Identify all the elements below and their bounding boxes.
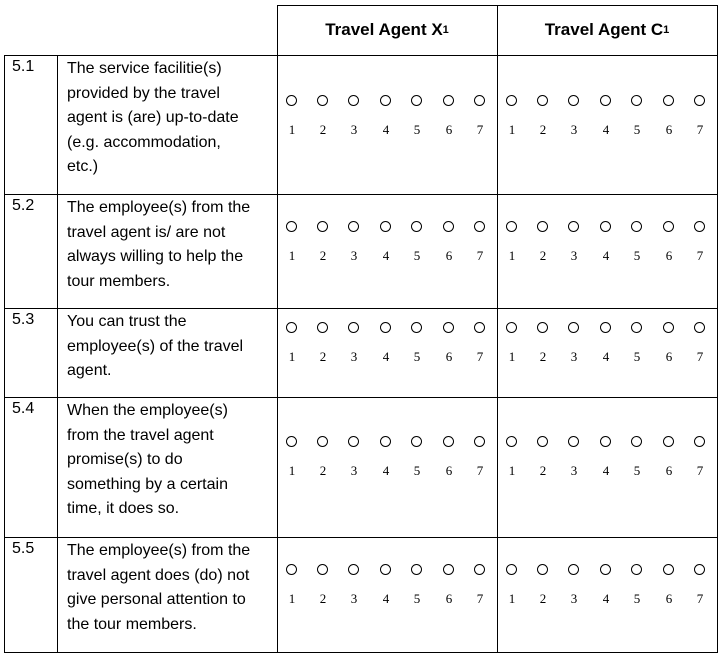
rating-option-label: 3 <box>350 591 358 606</box>
rating-option-label: 4 <box>602 591 610 606</box>
radio-circle-icon[interactable] <box>348 322 359 333</box>
rating-option[interactable] <box>439 95 459 143</box>
radio-circle-icon[interactable] <box>443 564 454 575</box>
rating-option[interactable] <box>502 322 522 370</box>
rating-option[interactable] <box>659 221 679 269</box>
rating-option[interactable] <box>470 95 490 143</box>
item-statement <box>67 310 272 384</box>
radio-circle-icon[interactable] <box>568 322 579 333</box>
table-row-divider <box>4 537 718 538</box>
rating-option[interactable] <box>502 436 522 484</box>
table-row-divider <box>4 308 718 309</box>
radio-circle-icon[interactable] <box>474 564 485 575</box>
item-number: 5.5 <box>12 540 35 557</box>
rating-option[interactable] <box>690 322 710 370</box>
statement-line: promise(s) to do <box>67 451 183 468</box>
radio-circle-icon[interactable] <box>663 564 674 575</box>
header-travel-agent-x <box>277 5 497 55</box>
radio-circle-icon[interactable] <box>317 95 328 106</box>
radio-circle-icon[interactable] <box>568 221 579 232</box>
rating-option[interactable] <box>502 564 522 612</box>
radio-circle-icon[interactable] <box>506 221 517 232</box>
rating-option-label: 6 <box>665 349 673 364</box>
rating-option-label: 6 <box>445 248 453 263</box>
rating-option-label: 4 <box>382 248 390 263</box>
rating-option-label: 5 <box>633 591 641 606</box>
rating-option-label: 7 <box>696 349 704 364</box>
radio-circle-icon[interactable] <box>537 322 548 333</box>
rating-option-label: 3 <box>350 349 358 364</box>
rating-option[interactable] <box>282 436 302 484</box>
radio-circle-icon[interactable] <box>380 564 391 575</box>
rating-option-label: 5 <box>633 122 641 137</box>
radio-circle-icon[interactable] <box>411 95 422 106</box>
rating-option-label: 7 <box>696 248 704 263</box>
radio-circle-icon[interactable] <box>348 95 359 106</box>
rating-option[interactable] <box>533 95 553 143</box>
rating-option-label: 7 <box>476 349 484 364</box>
rating-option-label: 1 <box>288 591 296 606</box>
rating-option-label: 2 <box>539 248 547 263</box>
rating-option[interactable] <box>344 564 364 612</box>
radio-circle-icon[interactable] <box>631 564 642 575</box>
rating-option[interactable] <box>344 322 364 370</box>
statement-line: from the travel agent <box>67 426 214 444</box>
rating-option-label: 4 <box>382 122 390 137</box>
rating-option[interactable] <box>376 564 396 612</box>
radio-circle-icon[interactable] <box>663 322 674 333</box>
rating-option-label: 1 <box>508 122 516 137</box>
rating-option-label: 3 <box>570 349 578 364</box>
rating-option-label: 6 <box>445 591 453 606</box>
radio-circle-icon[interactable] <box>286 221 297 232</box>
rating-option[interactable] <box>439 221 459 269</box>
rating-option-label: 3 <box>350 463 358 478</box>
rating-option-label: 2 <box>319 463 327 478</box>
rating-option-label: 3 <box>570 463 578 478</box>
table-border-bottom <box>4 652 718 653</box>
rating-option-label: 1 <box>288 248 296 263</box>
rating-option[interactable] <box>407 564 427 612</box>
rating-option-label: 5 <box>633 463 641 478</box>
rating-option[interactable] <box>470 322 490 370</box>
rating-option[interactable] <box>564 436 584 484</box>
rating-option-label: 2 <box>319 122 327 137</box>
radio-circle-icon[interactable] <box>537 436 548 447</box>
rating-option[interactable] <box>659 564 679 612</box>
rating-option[interactable] <box>564 322 584 370</box>
table-row-divider <box>4 194 718 195</box>
rating-option[interactable] <box>502 95 522 143</box>
rating-option[interactable] <box>596 322 616 370</box>
rating-option-label: 1 <box>508 248 516 263</box>
rating-option[interactable] <box>407 436 427 484</box>
rating-option-label: 7 <box>696 122 704 137</box>
statement-line: etc.) <box>67 158 99 175</box>
rating-option-label: 7 <box>696 463 704 478</box>
radio-circle-icon[interactable] <box>380 322 391 333</box>
rating-option[interactable] <box>313 221 333 269</box>
radio-circle-icon[interactable] <box>380 436 391 447</box>
rating-option-label: 5 <box>633 248 641 263</box>
rating-option[interactable] <box>344 95 364 143</box>
radio-circle-icon[interactable] <box>317 436 328 447</box>
rating-option-label: 4 <box>602 349 610 364</box>
rating-option-label: 6 <box>665 463 673 478</box>
item-number: 5.1 <box>12 58 35 75</box>
rating-option-label: 1 <box>288 463 296 478</box>
rating-option[interactable] <box>659 436 679 484</box>
rating-option-label: 4 <box>382 591 390 606</box>
radio-circle-icon[interactable] <box>600 564 611 575</box>
rating-option[interactable] <box>596 564 616 612</box>
rating-option[interactable] <box>313 322 333 370</box>
rating-option[interactable] <box>313 95 333 143</box>
radio-circle-icon[interactable] <box>694 322 705 333</box>
statement-line: agent. <box>67 362 112 379</box>
radio-circle-icon[interactable] <box>631 95 642 106</box>
radio-circle-icon[interactable] <box>443 436 454 447</box>
rating-option-label: 3 <box>350 122 358 137</box>
radio-circle-icon[interactable] <box>474 221 485 232</box>
statement-line: The employee(s) from the <box>67 199 251 216</box>
radio-circle-icon[interactable] <box>443 95 454 106</box>
radio-circle-icon[interactable] <box>600 436 611 447</box>
radio-circle-icon[interactable] <box>631 322 642 333</box>
rating-option-label: 2 <box>539 463 547 478</box>
header-travel-agent-c <box>497 5 717 55</box>
radio-circle-icon[interactable] <box>506 322 517 333</box>
item-number: 5.2 <box>12 197 35 214</box>
radio-circle-icon[interactable] <box>286 322 297 333</box>
statement-line: travel agent does (do) not <box>67 566 250 584</box>
rating-option[interactable] <box>282 564 302 612</box>
rating-option[interactable] <box>627 564 647 612</box>
rating-option-label: 3 <box>570 122 578 137</box>
radio-circle-icon[interactable] <box>631 436 642 447</box>
rating-option-label: 7 <box>476 463 484 478</box>
statement-line: travel agent is/ are not <box>67 223 226 241</box>
rating-option[interactable] <box>344 436 364 484</box>
rating-option-label: 2 <box>539 349 547 364</box>
rating-option[interactable] <box>282 322 302 370</box>
radio-circle-icon[interactable] <box>663 95 674 106</box>
radio-circle-icon[interactable] <box>694 564 705 575</box>
rating-option-label: 3 <box>570 591 578 606</box>
radio-circle-icon[interactable] <box>537 221 548 232</box>
radio-circle-icon[interactable] <box>348 564 359 575</box>
rating-option[interactable] <box>564 95 584 143</box>
radio-circle-icon[interactable] <box>474 436 485 447</box>
radio-circle-icon[interactable] <box>317 564 328 575</box>
radio-circle-icon[interactable] <box>286 436 297 447</box>
rating-option-label: 6 <box>445 122 453 137</box>
rating-option-label: 1 <box>288 122 296 137</box>
rating-option-label: 4 <box>602 248 610 263</box>
rating-option-label: 6 <box>665 248 673 263</box>
rating-option[interactable] <box>533 221 553 269</box>
radio-circle-icon[interactable] <box>600 95 611 106</box>
statement-line: You can trust the <box>67 313 187 330</box>
radio-circle-icon[interactable] <box>694 95 705 106</box>
rating-option-label: 1 <box>288 349 296 364</box>
radio-circle-icon[interactable] <box>568 436 579 447</box>
rating-option-label: 1 <box>508 591 516 606</box>
rating-option-label: 6 <box>665 122 673 137</box>
rating-option-label: 5 <box>413 349 421 364</box>
item-statement <box>67 399 272 522</box>
rating-option-label: 6 <box>665 591 673 606</box>
rating-option[interactable] <box>564 221 584 269</box>
statement-line: (e.g. accommodation, <box>67 133 221 151</box>
rating-option-label: 7 <box>476 248 484 263</box>
table-border-left <box>4 55 5 653</box>
rating-option[interactable] <box>627 436 647 484</box>
rating-option[interactable] <box>627 95 647 143</box>
rating-option[interactable] <box>502 221 522 269</box>
radio-circle-icon[interactable] <box>663 221 674 232</box>
rating-option[interactable] <box>659 322 679 370</box>
rating-option[interactable] <box>407 95 427 143</box>
rating-option-label: 7 <box>476 122 484 137</box>
rating-option[interactable] <box>690 95 710 143</box>
rating-option-label: 5 <box>413 591 421 606</box>
item-number: 5.3 <box>12 311 35 328</box>
radio-circle-icon[interactable] <box>348 436 359 447</box>
radio-circle-icon[interactable] <box>537 95 548 106</box>
radio-circle-icon[interactable] <box>443 322 454 333</box>
rating-option[interactable] <box>376 322 396 370</box>
rating-option[interactable] <box>690 564 710 612</box>
rating-option[interactable] <box>470 436 490 484</box>
rating-option[interactable] <box>407 221 427 269</box>
radio-circle-icon[interactable] <box>568 564 579 575</box>
table-column-divider <box>57 55 58 653</box>
radio-circle-icon[interactable] <box>411 436 422 447</box>
radio-circle-icon[interactable] <box>443 221 454 232</box>
radio-circle-icon[interactable] <box>600 221 611 232</box>
rating-option[interactable] <box>439 564 459 612</box>
header-travel-agent-x-label: Travel Agent X <box>325 20 443 39</box>
rating-option-label: 1 <box>508 463 516 478</box>
rating-option-label: 4 <box>602 463 610 478</box>
radio-circle-icon[interactable] <box>286 564 297 575</box>
radio-circle-icon[interactable] <box>537 564 548 575</box>
rating-option[interactable] <box>564 564 584 612</box>
rating-option[interactable] <box>596 436 616 484</box>
radio-circle-icon[interactable] <box>506 564 517 575</box>
radio-circle-icon[interactable] <box>317 322 328 333</box>
radio-circle-icon[interactable] <box>286 95 297 106</box>
table-row-divider <box>4 55 718 56</box>
statement-line: tour members. <box>67 272 171 290</box>
table-row-divider <box>4 397 718 398</box>
radio-circle-icon[interactable] <box>694 436 705 447</box>
radio-circle-icon[interactable] <box>694 221 705 232</box>
rating-option[interactable] <box>407 322 427 370</box>
rating-option[interactable] <box>659 95 679 143</box>
statement-line: provided by the travel <box>67 84 220 102</box>
item-statement <box>67 539 272 637</box>
radio-circle-icon[interactable] <box>348 221 359 232</box>
radio-circle-icon[interactable] <box>380 221 391 232</box>
rating-option[interactable] <box>690 436 710 484</box>
table-column-divider <box>497 5 498 653</box>
statement-line: The employee(s) from the <box>67 542 251 559</box>
statement-line: the tour members. <box>67 615 197 633</box>
rating-option-label: 5 <box>633 349 641 364</box>
radio-circle-icon[interactable] <box>411 221 422 232</box>
rating-option[interactable] <box>596 221 616 269</box>
statement-line: give personal attention to <box>67 591 246 608</box>
radio-circle-icon[interactable] <box>600 322 611 333</box>
rating-option-label: 4 <box>382 349 390 364</box>
rating-option[interactable] <box>627 221 647 269</box>
rating-option[interactable] <box>282 221 302 269</box>
rating-option[interactable] <box>439 436 459 484</box>
statement-line: something by a certain <box>67 475 228 493</box>
radio-circle-icon[interactable] <box>380 95 391 106</box>
rating-option-label: 1 <box>508 349 516 364</box>
item-number: 5.4 <box>12 400 35 417</box>
statement-line: always willing to help the <box>67 248 244 265</box>
radio-circle-icon[interactable] <box>411 564 422 575</box>
rating-option[interactable] <box>376 221 396 269</box>
radio-circle-icon[interactable] <box>663 436 674 447</box>
radio-circle-icon[interactable] <box>474 322 485 333</box>
rating-option-label: 3 <box>570 248 578 263</box>
rating-option[interactable] <box>313 564 333 612</box>
rating-option-label: 2 <box>319 349 327 364</box>
rating-option-label: 6 <box>445 349 453 364</box>
header-travel-agent-x-subscript: 1 <box>442 24 449 36</box>
statement-line: When the employee(s) <box>67 402 228 419</box>
table-border-right <box>717 5 718 653</box>
rating-option[interactable] <box>344 221 364 269</box>
item-statement <box>67 196 272 294</box>
rating-option[interactable] <box>627 322 647 370</box>
radio-circle-icon[interactable] <box>631 221 642 232</box>
rating-option[interactable] <box>533 436 553 484</box>
radio-circle-icon[interactable] <box>506 95 517 106</box>
rating-option-label: 4 <box>382 463 390 478</box>
header-travel-agent-c-label: Travel Agent C <box>544 20 664 39</box>
rating-option[interactable] <box>533 322 553 370</box>
radio-circle-icon[interactable] <box>506 436 517 447</box>
rating-option[interactable] <box>282 95 302 143</box>
rating-option-label: 5 <box>413 122 421 137</box>
rating-option[interactable] <box>313 436 333 484</box>
rating-option-label: 2 <box>319 591 327 606</box>
radio-circle-icon[interactable] <box>568 95 579 106</box>
rating-option-label: 5 <box>413 463 421 478</box>
rating-option-label: 7 <box>476 591 484 606</box>
header-travel-agent-c-subscript: 1 <box>663 24 670 36</box>
rating-option-label: 2 <box>319 248 327 263</box>
rating-option-label: 3 <box>350 248 358 263</box>
item-statement <box>67 57 272 180</box>
radio-circle-icon[interactable] <box>317 221 328 232</box>
rating-option[interactable] <box>439 322 459 370</box>
rating-option-label: 5 <box>413 248 421 263</box>
statement-line: The service facilitie(s) <box>67 60 222 77</box>
rating-option-label: 7 <box>696 591 704 606</box>
radio-circle-icon[interactable] <box>474 95 485 106</box>
statement-line: agent is (are) up-to-date <box>67 109 239 126</box>
radio-circle-icon[interactable] <box>411 322 422 333</box>
rating-option-label: 4 <box>602 122 610 137</box>
rating-option[interactable] <box>376 436 396 484</box>
rating-option[interactable] <box>470 564 490 612</box>
statement-line: time, it does so. <box>67 500 180 517</box>
rating-option[interactable] <box>690 221 710 269</box>
table-column-divider <box>277 5 278 653</box>
rating-option[interactable] <box>533 564 553 612</box>
rating-option[interactable] <box>596 95 616 143</box>
rating-option-label: 2 <box>539 122 547 137</box>
rating-option[interactable] <box>470 221 490 269</box>
rating-option-label: 2 <box>539 591 547 606</box>
rating-option-label: 6 <box>445 463 453 478</box>
rating-option[interactable] <box>376 95 396 143</box>
statement-line: employee(s) of the travel <box>67 337 244 355</box>
